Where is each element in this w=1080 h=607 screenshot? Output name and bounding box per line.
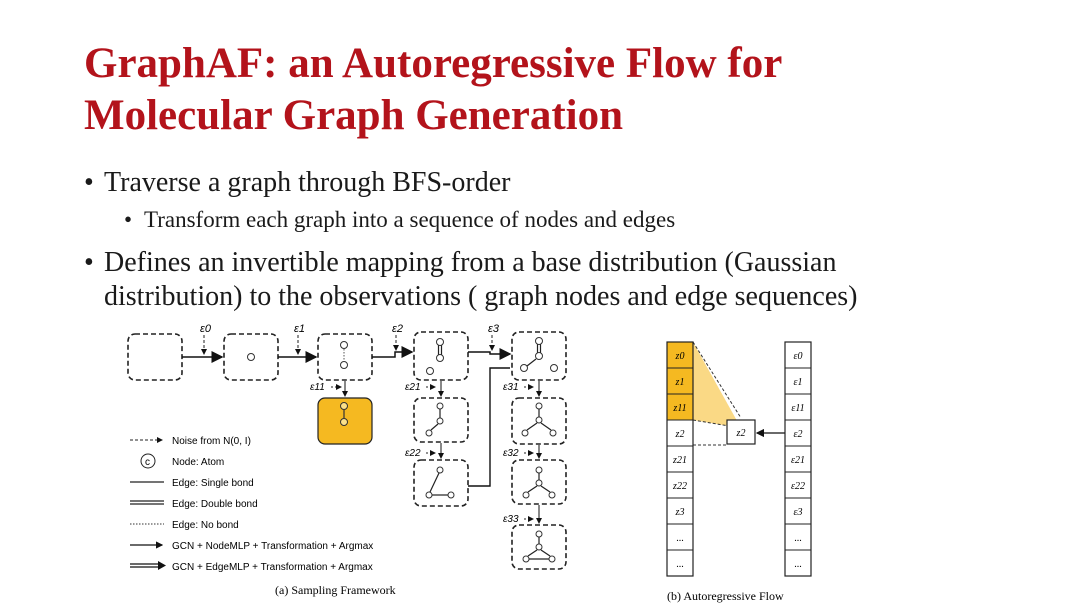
- atom-node: [523, 556, 529, 562]
- noise-label: ε3: [488, 323, 499, 335]
- z-cell: ...: [676, 559, 684, 570]
- z-cell: z1: [675, 377, 685, 388]
- z-cell: z11: [673, 403, 687, 414]
- bullet-2: [84, 246, 1064, 314]
- edge-noise-label: ε33: [503, 514, 519, 525]
- eps-cell: ε21: [791, 455, 805, 466]
- bullet-dot: •: [84, 247, 94, 278]
- state-box-4a: [414, 398, 468, 442]
- state-box-3: [414, 332, 468, 380]
- atom-node: [437, 467, 443, 473]
- title-line-1: GraphAF: an Autoregressive Flow for: [84, 40, 783, 87]
- atom-node: [523, 492, 529, 498]
- state-box-1: [224, 334, 278, 380]
- bullet-1-text: Traverse a graph through BFS-order: [104, 167, 511, 198]
- z-cell: z22: [673, 481, 687, 492]
- legend: [130, 436, 373, 573]
- legend-label: GCN + NodeMLP + Transformation + Argmax: [172, 541, 374, 552]
- noise-label: ε2: [392, 323, 403, 335]
- z2-output-label: z2: [736, 428, 746, 439]
- atom-node: [536, 467, 542, 473]
- state-box-4: [512, 332, 566, 380]
- atom-node: [549, 492, 555, 498]
- atom-node: [521, 365, 528, 372]
- noise-label: ε0: [200, 323, 211, 335]
- atom-node: [341, 342, 348, 349]
- edge-noise-label: ε32: [503, 448, 519, 459]
- atom-node: [341, 362, 348, 369]
- atom-symbol: c: [145, 457, 150, 468]
- edge-noise-label: ε11: [310, 382, 325, 393]
- legend-label: Noise from N(0, I): [172, 436, 251, 447]
- atom-node: [248, 354, 255, 361]
- legend-label: Edge: Single bond: [172, 478, 254, 489]
- atom-node: [427, 368, 434, 375]
- figure-b-caption: (b) Autoregressive Flow: [667, 589, 784, 603]
- figure-a-caption: (a) Sampling Framework: [275, 583, 396, 597]
- bullet-1: [84, 166, 1064, 200]
- bullet-2-text-line-2: distribution) to the observations ( graph nodes and edge sequences): [104, 281, 858, 312]
- atom-node: [448, 492, 454, 498]
- sampling-framework-figure: [120, 318, 580, 603]
- eps-cell: ε1: [793, 377, 803, 388]
- slide-title: [84, 38, 1044, 142]
- legend-label: Node: Atom: [172, 457, 225, 468]
- atom-node: [536, 403, 542, 409]
- atom-node: [437, 339, 444, 346]
- atom-node: [341, 419, 348, 426]
- z-cell: z0: [675, 351, 685, 362]
- atom-node: [536, 544, 542, 550]
- atom-node: [536, 417, 542, 423]
- z-cell: ...: [676, 533, 684, 544]
- noise-label: ε1: [294, 323, 305, 335]
- eps-cell: ε22: [791, 481, 805, 492]
- atom-node: [549, 556, 555, 562]
- legend-label: Edge: No bond: [172, 520, 239, 531]
- z-cell: z2: [675, 429, 685, 440]
- atom-node: [426, 430, 432, 436]
- atom-node: [536, 531, 542, 537]
- atom-node: [437, 355, 444, 362]
- atom-node: [536, 338, 543, 345]
- atom-node: [550, 430, 556, 436]
- sub-bullet-1: [84, 206, 1064, 234]
- edge-noise-label: ε21: [405, 382, 421, 393]
- eps-cell: ε3: [793, 507, 803, 518]
- atom-node: [437, 403, 443, 409]
- edge-noise-label: ε22: [405, 448, 421, 459]
- atom-node: [536, 353, 543, 360]
- bullet-dot: •: [124, 207, 133, 232]
- z-cell: z3: [675, 507, 685, 518]
- bullet-2-text-line-1: Defines an invertible mapping from a base distribution (Gaussian: [104, 247, 837, 278]
- edge-noise-label: ε31: [503, 382, 519, 393]
- state-box-empty: [128, 334, 182, 380]
- atom-node: [426, 492, 432, 498]
- atom-node: [536, 480, 542, 486]
- bullet-dot: •: [84, 167, 94, 198]
- state-box-5c: [512, 525, 566, 569]
- state-box-2: [318, 334, 372, 380]
- sub-bullet-1-text: Transform each graph into a sequence of nodes and edges: [144, 207, 676, 232]
- eps-cell: ...: [794, 533, 802, 544]
- eps-cell: ε2: [793, 429, 803, 440]
- atom-node: [522, 430, 528, 436]
- legend-label: GCN + EdgeMLP + Transformation + Argmax: [172, 562, 373, 573]
- eps-cell: ...: [794, 559, 802, 570]
- bullet-list: [84, 166, 1064, 314]
- state-box-5a: [512, 398, 566, 444]
- eps-cell: ε0: [793, 351, 803, 362]
- autoregressive-flow-figure: [655, 330, 830, 605]
- title-line-2: Molecular Graph Generation: [84, 92, 624, 139]
- epsilon-column: [785, 342, 811, 576]
- eps-cell: ε11: [791, 403, 805, 414]
- atom-node: [551, 365, 558, 372]
- atom-node: [437, 418, 443, 424]
- atom-node: [341, 403, 348, 410]
- legend-label: Edge: Double bond: [172, 499, 258, 510]
- z-cell: z21: [673, 455, 687, 466]
